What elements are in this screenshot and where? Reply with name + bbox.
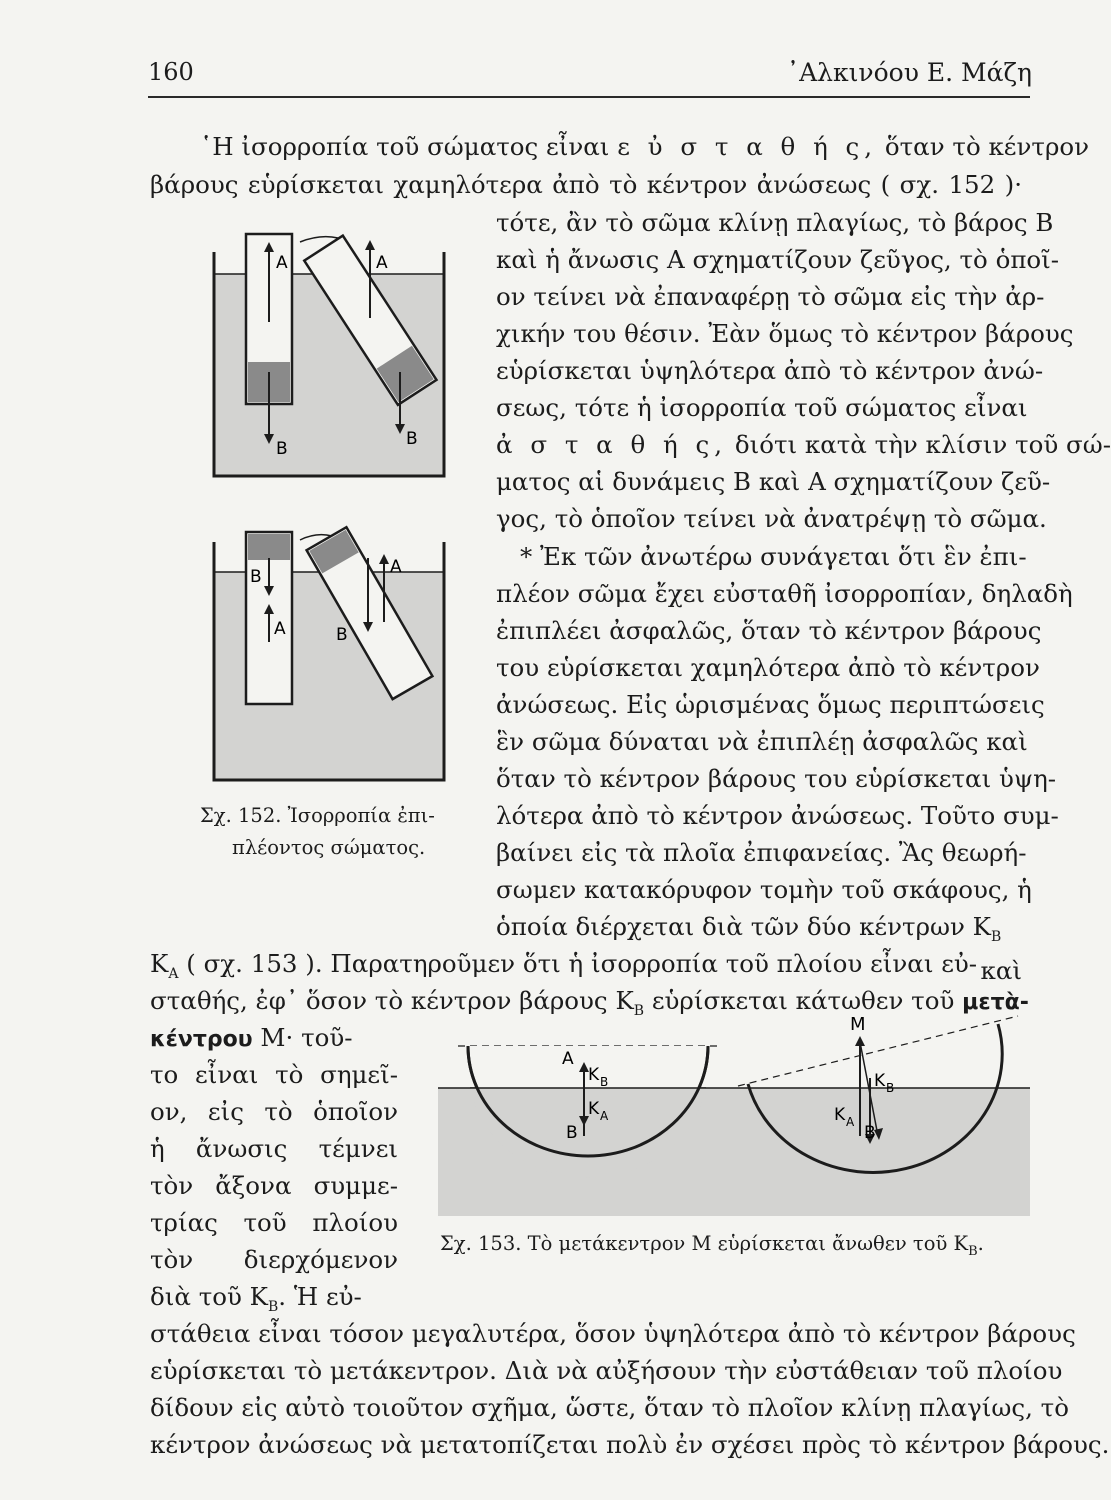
figure-153-caption: Σχ. 153. Τὸ μετάκεντρον Μ εὑρίσκεται ἄνωθεν τοῦ $K_B$.	[440, 1232, 984, 1259]
text-line-36: κέντρον ἀνώσεως νὰ μετατοπίζεται πολὺ ἐν σχέσει πρὸς τὸ κέντρον βάρους.	[150, 1430, 1110, 1459]
label-B: B	[250, 567, 262, 587]
text-line-34: εὑρίσκεται τὸ μετάκεντρον. Διὰ νὰ αὐξήσουν τὴν εὐστάθειαν τοῦ πλοίου	[150, 1356, 1063, 1385]
label-K: K	[588, 1065, 600, 1085]
label-M: M	[850, 1014, 866, 1035]
text-line-32: διὰ τοῦ $K_B$. Ἡ εὐ-	[150, 1282, 362, 1315]
label-K-sub-A: A	[846, 1115, 855, 1129]
text-line-4: καὶ ἡ ἄνωσις Α σχηματίζουν ζεῦγος, τὸ ὁποῖ-	[496, 245, 1060, 274]
text-line-15: του εὑρίσκεται χαμηλότερα ἀπὸ τὸ κέντρον	[496, 653, 1040, 682]
label-A: A	[376, 253, 388, 273]
text-line-26: το εἶναι τὸ σημεῖ-	[150, 1060, 398, 1089]
text-line-25: κέντρου Μ· τοῦ-	[150, 1023, 353, 1052]
text-line-14: ἐπιπλέει ἀσφαλῶς, ὅταν τὸ κέντρον βάρους	[496, 616, 1042, 645]
label-K-sub-B: B	[600, 1075, 609, 1089]
label-K-sub-A: A	[600, 1109, 609, 1123]
label-B: B	[864, 1123, 876, 1143]
label-K: K	[588, 1099, 600, 1119]
label-B: B	[336, 625, 348, 645]
text-line-24: σταθής, ἐφ᾿ ὅσον τὸ κέντρον βάρους $K_B$ εὑρίσκεται κάτωθεν τοῦ μετὰ-	[150, 986, 1029, 1019]
text-line-18: ὅταν τὸ κέντρον βάρους του εὑρίσκεται ὑψη-	[496, 764, 1057, 793]
label-B: B	[276, 439, 288, 459]
running-header-author: ᾿Αλκινόου Ε. Μάζη	[786, 58, 1032, 87]
vessel-stable	[214, 234, 444, 476]
text-line-9: ἀ σ τ α θ ή ς, διότι κατὰ τὴν κλίσιν τοῦ σώ-	[496, 430, 1111, 459]
text-line-13: πλέον σῶμα ἔχει εὐσταθῆ ἰσορροπίαν, δηλαδὴ	[496, 579, 1073, 608]
figure-153-metacenter	[438, 1016, 1030, 1216]
text-line-17: ἓν σῶμα δύναται νὰ ἐπιπλέῃ ἀσφαλῶς καὶ	[496, 727, 1028, 756]
text-line-21: σωμεν κατακόρυφον τομὴν τοῦ σκάφους, ἡ	[496, 875, 1032, 904]
text-line-6: χικήν του θέσιν. Ἐὰν ὅμως τὸ κέντρον βάρους	[496, 319, 1074, 348]
label-A: A	[274, 619, 286, 639]
text-line-23: $K_A$ ( σχ. 153 ). Παρατηροῦμεν ὅτι ἡ ἰσορροπία τοῦ πλοίου εἶναι εὐ-	[150, 949, 978, 982]
label-A: A	[562, 1049, 574, 1069]
text-line-20: βαίνει εἰς τὰ πλοῖα ἐπιφανείας. Ἂς θεωρή-	[496, 838, 1027, 867]
text-line-29: τὸν ἄξονα συμμε-	[150, 1171, 398, 1200]
figure-152-caption-line2: πλέοντος σώματος.	[232, 836, 426, 859]
text-line-27: ον, εἰς τὸ ὁποῖον	[150, 1097, 398, 1126]
figure-152-floating-body-equilibrium	[200, 222, 465, 787]
text-line-31: τὸν διερχόμενον	[150, 1245, 398, 1274]
text-line-3: τότε, ἂν τὸ σῶμα κλίνῃ πλαγίως, τὸ βάρος Β	[496, 208, 1054, 237]
header-rule	[148, 96, 1030, 98]
figure-152-caption-line1: Σχ. 152. Ἰσορροπία ἐπι-	[200, 804, 435, 827]
text-line-7: εὑρίσκεται ὑψηλότερα ἀπὸ τὸ κέντρον ἀνώ-	[496, 356, 1044, 385]
text-line-33: στάθεια εἶναι τόσον μεγαλυτέρα, ὅσον ὑψηλότερα ἀπὸ τὸ κέντρον βάρους	[150, 1319, 1076, 1348]
label-K: K	[834, 1105, 846, 1125]
text-line-16: ἀνώσεως. Εἰς ὡρισμένας ὅμως περιπτώσεις	[496, 690, 1045, 719]
text-line-5: ον τείνει νὰ ἐπαναφέρῃ τὸ σῶμα εἰς τὴν ἀρ-	[496, 282, 1045, 311]
label-A: A	[276, 253, 288, 273]
label-B: B	[566, 1123, 578, 1143]
text-line-35: δίδουν εἰς αὐτὸ τοιοῦτον σχῆμα, ὥστε, ὅταν τὸ πλοῖον κλίνῃ πλαγίως, τὸ	[150, 1393, 1069, 1422]
page-number: 160	[148, 58, 194, 86]
text-line-12: * Ἐκ τῶν ἀνωτέρω συνάγεται ὅτι ἓν ἐπι-	[520, 542, 1027, 571]
text-line-28: ἡ ἄνωσις τέμνει	[150, 1134, 398, 1163]
text-line-30: τρίας τοῦ πλοίου	[150, 1208, 398, 1237]
label-B: B	[406, 429, 418, 449]
text-line-8: σεως, τότε ἡ ἰσορροπία τοῦ σώματος εἶναι	[496, 393, 1028, 422]
text-line-19: λότερα ἀπὸ τὸ κέντρον ἀνώσεως. Τοῦτο συμ-	[496, 801, 1059, 830]
label-K-sub-B: B	[886, 1081, 895, 1095]
vessel-unstable	[214, 527, 444, 780]
text-line-22: ὁποία διέρχεται διὰ τῶν δύο κέντρων $K_B$ καὶ	[496, 912, 1022, 985]
label-A: A	[390, 557, 402, 577]
text-line-1: ῾Η ἰσορροπία τοῦ σώματος εἶναι ε ὐ σ τ α θ ή ς, ὅταν τὸ κέντρον	[200, 132, 1089, 161]
text-line-11: γος, τὸ ὁποῖον τείνει νὰ ἀνατρέψῃ τὸ σῶμα.	[496, 504, 1047, 533]
text-line-2: βάρους εὑρίσκεται χαμηλότερα ἀπὸ τὸ κέντρον ἀνώσεως ( σχ. 152 )·	[150, 170, 1022, 199]
label-K: K	[874, 1071, 886, 1091]
text-line-10: ματος αἱ δυνάμεις Β καὶ Α σχηματίζουν ζεῦ-	[496, 467, 1051, 496]
